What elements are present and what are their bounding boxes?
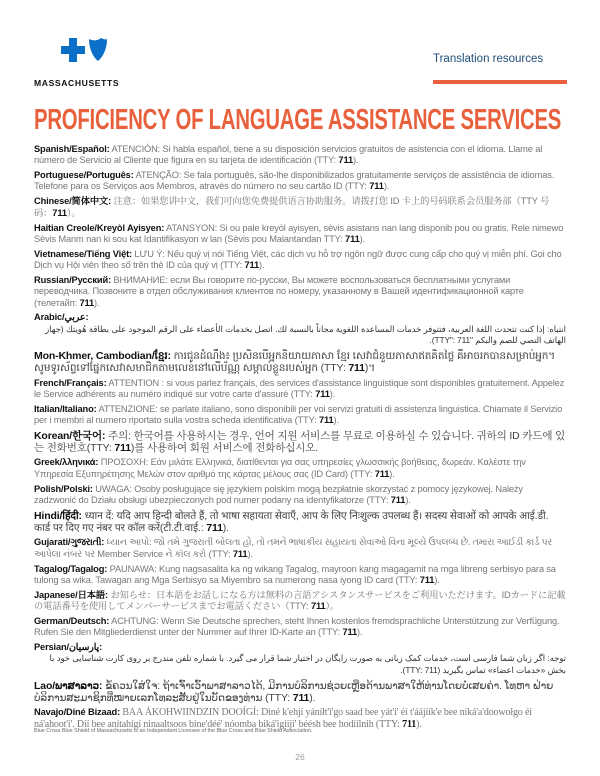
notice-end: )를 사용하여 회원 서비스에 전화하십시오. (130, 441, 318, 454)
notice-end: ). (389, 468, 395, 479)
section-underline (433, 80, 567, 84)
notice-text: توجه: اگر زبان شما فارسی است، خدمات کمک زبانی به صورت رایگان در اختیار شما قرار می گیرد. با شماره تلفن مندرج بر روی کارت شناسایی خود با بخش «خدمات اعضاء» تماس بگیرید (TTY: 711). (49, 653, 566, 675)
tty-number: 711 (315, 388, 330, 399)
language-label: Vietnamese/Tiếng Việt: (34, 248, 132, 259)
tty-number: 711 (310, 601, 326, 612)
notice-text: ATTENTION : si vous parlez français, des services d'assistance linguistique sont disponibles gratuitement. Appelez le Service adhérents au numéro indiqué sur votre carte d'assuré (TTY: (34, 377, 565, 399)
language-notice (34, 350, 566, 374)
language-notices (34, 144, 566, 733)
tty-number: 711 (419, 574, 435, 585)
language-label: Japanese/日本語: (34, 589, 109, 600)
language-label: Mon-Khmer, Cambodian/ខ្មែរ: (34, 349, 171, 362)
notice-text: 주의: 한국어를 사용하시는 경우, 언어 지원 서비스를 무료로 이용하실 수 있습니다. 귀하의 ID 카드에 있는 전화번호(TTY: (34, 429, 566, 454)
language-notice (34, 616, 566, 639)
language-notice (34, 680, 566, 704)
notice-end: ). (383, 181, 390, 192)
language-label: Portuguese/Português: (34, 170, 134, 181)
language-notice (34, 170, 566, 193)
language-label: Gujarati/ગુજરાતી: (34, 537, 105, 548)
language-notice (34, 404, 566, 427)
notice-text: LƯU Ý: Nếu quý vị nói Tiếng Việt, các dịch vụ hỗ trợ ngôn ngữ được cung cấp cho quý vị miễn phí. Gọi cho Dịch vụ Hội viên theo số trên thẻ ID của quý vị (TTY: (34, 248, 562, 271)
notice-text: PAUNAWA: Kung nagsasalita ka ng wikang Tagalog, mayroon kang magagamit na mga libreng serbisyo para sa tulong sa wika. Tawagan ang Mga Serbisyo sa Miyembro sa numerong nasa iyong ID card (TTY: (34, 563, 556, 585)
language-label: Persian/پارسیان: (34, 642, 103, 653)
language-label: French/Français: (34, 377, 107, 388)
tty-number: 711 (52, 207, 67, 218)
notice-end: ). (259, 260, 265, 271)
notice-end: ). (416, 718, 422, 730)
language-notice (34, 144, 566, 167)
notice-end: ). (309, 691, 316, 704)
tty-number: 711 (338, 155, 353, 166)
notice-text: ការជូនដំណឹង៖ ប្រសិនបើអ្នកនិយាយភាសា ខ្មែរ សេវាជំនួយភាសាឥតគិតថ្លៃ គឺអាចរកបានសម្រាប់អ្នក។ សូមទូរស័ព្ទទៅផ្នែកសេវាសមាជិកតាមលេខនៅលើប័ណ្ណ សម្គាល់ខ្លួនរបស់អ្នក (TTY: (34, 349, 556, 374)
language-notice (34, 484, 566, 507)
logo-text: MASSACHUSETTS (34, 78, 120, 88)
notice-end: ). (405, 494, 411, 505)
tty-number: 711 (348, 361, 365, 374)
language-label: Spanish/Español: (34, 144, 110, 154)
language-label: Greek/λληνικά: (34, 457, 99, 468)
notice-text: ATENCIÓN: Si habla español, tiene a su disposición servicios gratuitos de asistencia con el idioma. Llame al número de Servicio al Cliente que figura en su tarjeta de identificación (TTY: (34, 144, 543, 166)
notice-end: )។ (364, 361, 375, 374)
language-notice (34, 564, 566, 587)
tty-number: 711 (114, 441, 131, 454)
tty-number: 711 (402, 718, 417, 730)
notice-text: ATANSYON: Si ou pale kreyòl ayisyen, sèvis asistans nan lang disponib pou ou gratis. Rele nimewo Sèvis Manm nan ki sou kat Idantifikasyon w lan (Sèvis pou Malantandan TTY: (34, 222, 564, 244)
notice-end: ）。 (66, 207, 81, 218)
language-label: Navajo/Diné Bizaad: (34, 707, 121, 718)
language-label: Lao/ພາສາລາວ: (34, 679, 103, 692)
tty-number: 711 (342, 627, 358, 638)
notice-text: ध्यान दें: यदि आप हिन्दी बोलते हैं, तो भाषा सहायता सेवाएँ, आप के लिए निःशुल्क उपलब्ध हैं। सदस्य सेवाओं को आपके आई.डी. कार्ड पर दिए गए नंबर पर कॉल करें(टी.टी.वाई.: (34, 509, 549, 534)
notice-text: ATENÇÃO: Se fala português, são-lhe disponibilizados gratuitamente serviços de assistência de idiomas. Telefone para os Serviços aos Membros, através do número no seu cartão ID (TTY: (34, 170, 555, 192)
notice-text: BAA ÁKOHWIINDZIN DOOÍGÍ: Diné k'ehjí yáníłt'i'go saad bee yát'i' éí t'áájíík'e bee níká'a'doowołgo éí ná'ahoot'i'. Díí bee anítahígí ninaaltsoos bine'déé' nóomba biká'igiiji' béésh bee hodíílnih (TTY: (34, 707, 532, 730)
tty-number: 711 (318, 414, 334, 425)
tty-number: 711 (369, 181, 384, 192)
language-notice (34, 249, 566, 272)
language-notice (34, 378, 566, 401)
language-notice (34, 457, 566, 480)
notice-text: ВНИМАНИЕ: если Вы говорите по-русски, Вы можете воспользоваться бесплатными услугами переводчика. Позвоните в отдел обслуживания клиентов по номеру, указанному в Вашей идентификационной карте (телетайп: (34, 274, 524, 308)
notice-text: お知らせ：日本語をお話しになる方は無料の言語アシスタンスサービスをご利用いただけます。IDカードに記載の電話番号を使用してメンバーサービスまでお電話ください（TTY: (34, 589, 566, 612)
notice-end: ). (434, 574, 440, 585)
notice-text: UWAGA: Osoby posługujące się językiem polskim mogą bezpłatnie skorzystać z pomocy językowej. Należy zadzwonić do Działu obsługi ubezpieczonych pod numer podany na identyfikatorze (TTY: (34, 483, 523, 505)
section-label: Translation resources (433, 53, 544, 65)
notice-end: ). (329, 388, 336, 399)
tty-number: 711 (292, 691, 310, 704)
tty-number: 711 (244, 260, 260, 271)
tty-number: 711 (79, 297, 95, 308)
notice-end: ). (357, 627, 363, 638)
language-label: Korean/한국어: (34, 429, 106, 442)
notice-text: 注意：如果您讲中文，我们可向您免费提供语言协助服务。请拨打您 ID 卡上的号码联系会员服务部（TTY 号码： (34, 196, 550, 218)
notice-end: ). (352, 155, 359, 166)
language-label: Italian/Italiano: (34, 403, 97, 414)
notice-text: ΠΡΟΣΟΧΗ: Εάν μιλάτε Ελληνικά, διατίθενται για σας υπηρεσίες γλωσσικής βοήθειας, δωρεάν. Καλέστε την Υπηρεσία Εξυπηρέτησης Μελών στον αριθμό της κάρτας μέλους σας (ID Card) (TTY: (34, 457, 526, 479)
page-number: 26 (295, 752, 305, 762)
notice-text: انتباه: إذا كنت تتحدث اللغة العربية، فتتوفر خدمات المساعدة اللغوية مجاناً بالنسبة لك. اتصل بخدمات الأعضاء على الرقم الموجود على بطاقة هُويتك (جهاز الهاتف النصي للصم والبكم "TTY": 711). (45, 323, 566, 346)
language-notice (34, 312, 566, 346)
notice-text: ACHTUNG: Wenn Sie Deutsche sprechen, steht Ihnen kostenlos fremdsprachliche Unterstützung zur Verfügung. Rufen Sie den Mitgliederdienst unter der Nummer auf Ihrer ID-Karte an (TTY: (34, 616, 560, 638)
notice-end: ). (247, 548, 253, 559)
language-notice (34, 196, 566, 219)
language-notice (34, 223, 566, 246)
notice-end: ）。 (325, 601, 340, 612)
language-label: Haitian Creole/Kreyòl Ayisyen: (34, 222, 165, 233)
notice-text: ຂໍ້ຄວນໃສ່ໃຈ: ຖ້າເຈົ້າເວົ້າພາສາລາວໄດ້, ມີການບໍລິການຊ່ວຍເຫຼືອດ້ານພາສາໃຫ້ທ່ານໂດຍບໍ່ເສຍຄ່າ. ໂທຫາ ຝ່າຍບໍລິການສະມາຊິກທີ່ໝາຍເລກໂທລະສັບຢູ່ໃນບັດຂອງທ່ານ (TTY: (34, 679, 554, 704)
language-notice (34, 590, 566, 613)
language-label: Polish/Polski: (34, 483, 93, 494)
notice-text: ધ્યાન આપો: જો તમે ગુજરાતી બોલતા હો, તો તમને ભાષાકીય સહાયતા સેવાઓ વિના મૂલ્યે ઉપલબ્ધ છે. તમારા આઈડી કાર્ડ પર આપેલા નંબર પર Member Service ને કૉલ કરો (TTY: (34, 537, 553, 559)
cross-shield-icon (60, 36, 110, 74)
bcbs-logo (34, 36, 144, 86)
notice-text: ATTENZIONE: se parlate italiano, sono disponibili per voi servizi gratuiti di assistenza linguistica. Chiamate il Servizio per i membri al numero riportato sulla vostra scheda identificativa (TTY: (34, 403, 563, 425)
page-title: PROFICIENCY OF LANGUAGE ASSISTANCE SERVICES (34, 104, 562, 136)
language-label: Russian/Русский: (34, 274, 112, 285)
notice-end: ). (333, 414, 339, 425)
tty-number: 711 (206, 521, 223, 534)
language-notice (34, 707, 566, 730)
footer-disclaimer: Blue Cross Blue Shield of Massachusetts is an Independent Licensee of the Blue Cross and Blue Shield Association. (34, 728, 313, 734)
tty-number: 711 (232, 548, 248, 559)
language-label: Chinese/简体中文: (34, 196, 112, 207)
language-notice (34, 430, 566, 454)
notice-end: ). (94, 297, 100, 308)
tty-number: 711 (374, 468, 390, 479)
tty-number: 711 (345, 233, 360, 244)
language-label: Hindi/हिंदी: (34, 509, 82, 522)
language-label: German/Deutsch: (34, 616, 110, 626)
language-notice (34, 510, 566, 534)
notice-end: ). (359, 233, 365, 244)
language-label: Tagalog/Tagalog: (34, 563, 108, 574)
tty-number: 711 (390, 494, 406, 505)
language-notice (34, 275, 566, 309)
language-label: Arabic/عربي: (34, 312, 89, 323)
language-notice (34, 537, 566, 560)
language-notice (34, 642, 566, 676)
notice-end: ). (222, 521, 229, 534)
